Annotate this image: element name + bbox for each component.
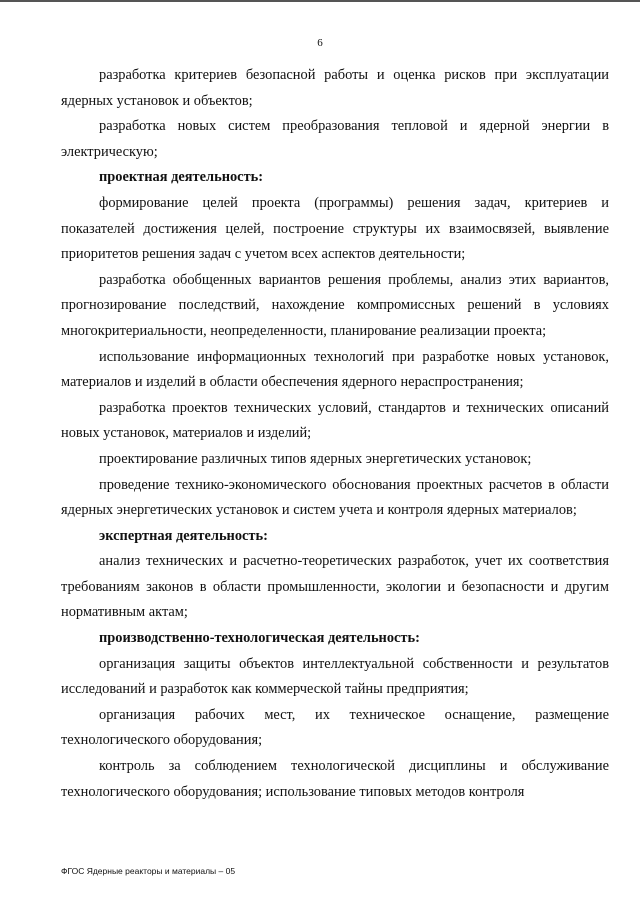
paragraph-solution-variants: разработка обобщенных вариантов решения проблемы, анализ этих вариантов, прогнозирование последствий, нахождение компромиссных решений в условиях многокритериальности, неопределенности, планирование реализации проекта;: [61, 271, 609, 339]
paragraph-workplace-organization: организация рабочих мест, их техническое оснащение, размещение технологического оборудования;: [61, 706, 609, 749]
paragraph-information-technologies: использование информационных технологий при разработке новых установок, материалов и изделий в области обеспечения ядерного нераспространения;: [61, 348, 609, 391]
paragraph-reactor-design: проектирование различных типов ядерных энергетических установок;: [99, 450, 532, 467]
paragraph-technical-specifications: разработка проектов технических условий, стандартов и технических описаний новых установок, материалов и изделий;: [61, 399, 609, 442]
document-body: [61, 63, 609, 805]
paragraph-feasibility-study: проведение технико-экономического обоснования проектных расчетов в области ядерных энергетических установок и систем учета и контроля ядерных материалов;: [61, 476, 609, 519]
paragraph-compliance-analysis: анализ технических и расчетно-теоретических разработок, учет их соответствия требованиям законов в области промышленности, экологии и безопасности и другим нормативным актам;: [61, 553, 609, 621]
page-number: 6: [317, 37, 323, 49]
paragraph-intellectual-property: организация защиты объектов интеллектуальной собственности и результатов исследований и разработок как коммерческой тайны предприятия;: [61, 655, 609, 698]
page-footer: ФГОС Ядерные реакторы и материалы – 05: [61, 866, 236, 876]
paragraph-process-control: контроль за соблюдением технологической дисциплины и обслуживание технологического оборудования; использование типовых методов контроля: [61, 758, 609, 800]
top-edge-rule: [0, 0, 640, 2]
paragraph-energy-conversion: разработка новых систем преобразования тепловой и ядерной энергии в электрическую;: [61, 118, 609, 160]
paragraph-project-goals: формирование целей проекта (программы) решения задач, критериев и показателей достижения целей, построение структуры их взаимосвязей, выявление приоритетов решения задач с учетом всех аспектов деятельности;: [61, 194, 609, 263]
paragraph-safety-criteria: разработка критериев безопасной работы и оценка рисков при эксплуатации ядерных установок и объектов;: [61, 67, 609, 109]
heading-production-activity: производственно-технологическая деятельность:: [99, 630, 420, 647]
heading-expert-activity: экспертная деятельность:: [99, 527, 268, 544]
heading-project-activity: проектная деятельность:: [99, 169, 264, 186]
